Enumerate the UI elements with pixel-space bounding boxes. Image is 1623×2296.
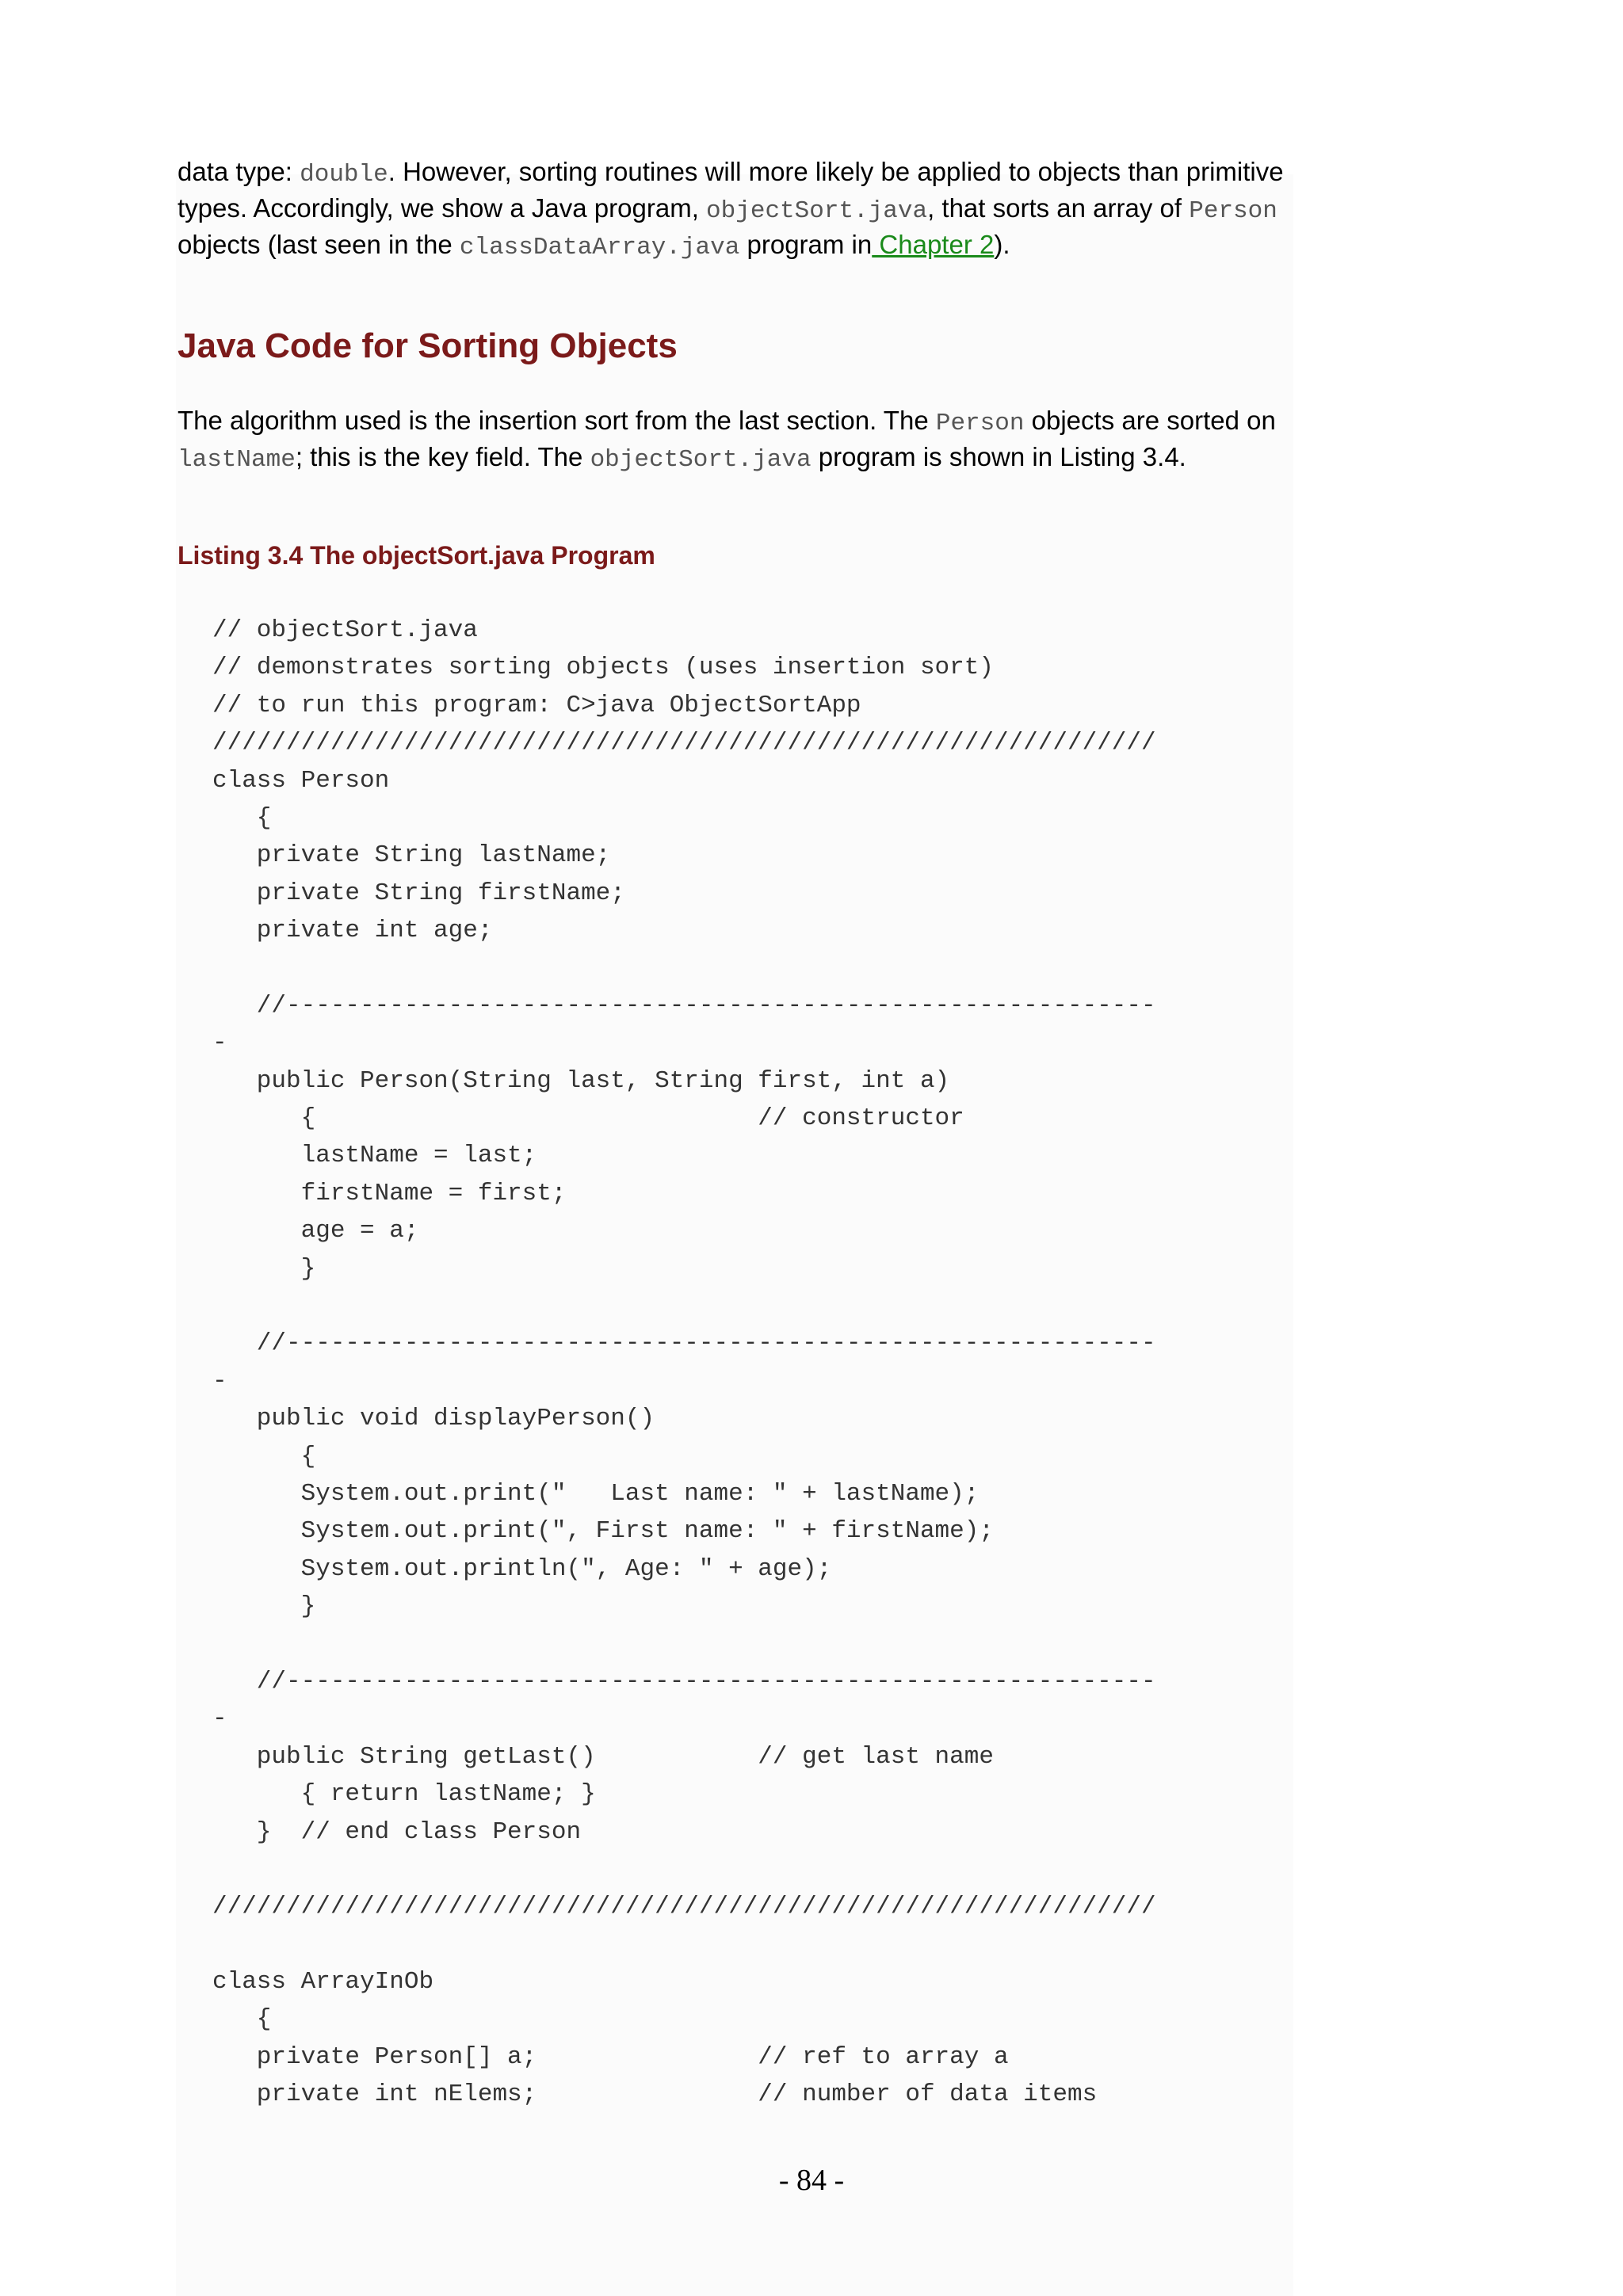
code-line: { // constructor [212,1104,964,1133]
code-line [212,1287,1156,1325]
code-line: // objectSort.java [212,616,478,644]
code-line: private Person[] a; // ref to array a [212,2042,1009,2071]
code-line: public String getLast() // get last name [212,1742,994,1771]
code-line: } [212,1254,316,1283]
code-listing [212,612,1156,2114]
body-paragraph [178,404,1287,477]
section-heading: Java Code for Sorting Objects [178,326,678,365]
code-line: System.out.print(", First name: " + firstName); [212,1517,994,1546]
code-line: private String firstName; [212,879,625,907]
intro-text-5: program in [739,230,873,259]
code-line: // to run this program: C>java ObjectSortApp [212,691,861,719]
code-line: System.out.print(" Last name: " + lastName); [212,1479,980,1508]
code-line: { [212,803,272,832]
code-line: //////////////////////////////////////////////////////////////// [212,729,1156,757]
code-line: } [212,1592,316,1621]
intro-text-1: data type: [178,157,300,186]
code-line: - [212,1029,227,1058]
code-line: private int age; [212,917,493,945]
code-line: { return lastName; } [212,1780,596,1809]
code-line [212,1926,1156,1963]
code-line: class ArrayInOb [212,1968,434,1997]
code-line: { [212,1442,316,1470]
intro-text-6: ). [994,230,1010,259]
body-text-1: The algorithm used is the insertion sort from the last section. The [178,406,936,435]
code-line: System.out.println(", Age: " + age); [212,1554,832,1583]
code-line: public Person(String last, String first, int a) [212,1066,950,1095]
code-line: public void displayPerson() [212,1405,655,1433]
code-line: firstName = first; [212,1179,567,1207]
inline-code-person: Person [1189,197,1277,225]
chapter-2-link[interactable]: Chapter 2 [872,230,995,259]
code-line [212,1626,1156,1663]
intro-text-3: , that sorts an array of [927,193,1190,223]
code-line: //----------------------------------------------------------- [212,1667,1156,1695]
body-text-2: objects are sorted on [1024,406,1276,435]
code-line: - [212,1705,227,1733]
code-line [212,950,1156,987]
code-line [212,1851,1156,1888]
code-line: //----------------------------------------------------------- [212,1329,1156,1358]
code-line: lastName = last; [212,1142,537,1170]
code-line: } // end class Person [212,1817,582,1846]
inline-code-objectsort-2: objectSort.java [590,446,812,474]
code-line: { [212,2005,272,2034]
code-line: class Person [212,766,390,795]
inline-code-person-2: Person [935,410,1025,437]
code-line: //////////////////////////////////////////////////////////////// [212,1893,1156,1921]
code-line: - [212,1367,227,1395]
body-text-4: program is shown in Listing 3.4. [811,442,1186,471]
intro-paragraph [178,155,1287,265]
code-line: //----------------------------------------------------------- [212,991,1156,1020]
inline-code-classdataarray: classDataArray.java [459,234,740,261]
code-line: // demonstrates sorting objects (uses insertion sort) [212,654,994,682]
inline-code-double: double [300,161,388,189]
listing-title: Listing 3.4 The objectSort.java Program [178,541,655,570]
inline-code-lastname: lastName [178,446,296,474]
code-line: private String lastName; [212,841,611,870]
page-number: - 84 - [778,2164,845,2197]
inline-code-objectsort: objectSort.java [706,197,928,225]
code-line: age = a; [212,1217,419,1245]
code-line: private int nElems; // number of data items [212,2081,1098,2109]
body-text-3: ; this is the key field. The [295,442,590,471]
intro-text-2: . However, sorting routines will more likely be applied to objects than primitive types. Accordingly, we show a Java program, [178,157,1284,223]
intro-text-4: objects (last seen in the [178,230,460,259]
